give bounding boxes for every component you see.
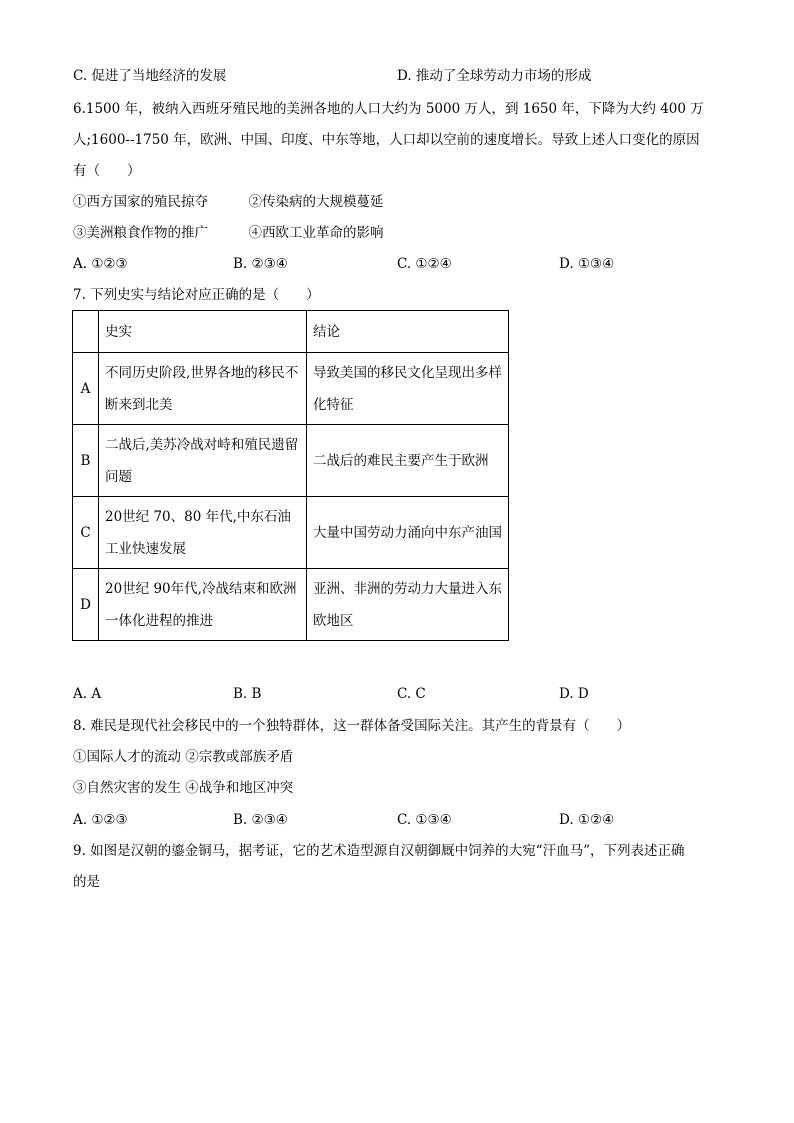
q6-items-line-2: ③美洲粮食作物的推广 ④西欧工业革命的影响: [73, 225, 384, 241]
q8-option-c: C. ①③④: [397, 812, 452, 828]
q7-row-fact-text: 20世纪 70、80 年代,中东石油工业快速发展: [105, 508, 291, 557]
q5-option-c: C. 促进了当地经济的发展: [73, 68, 227, 84]
q5-option-d: D. 推动了全球劳动力市场的形成: [397, 68, 592, 84]
q7-table-header-fact: 史实: [99, 311, 307, 353]
table-row: [73, 497, 509, 569]
q8-items-line-2: ③自然灾害的发生 ④战争和地区冲突: [73, 780, 294, 796]
q7-row-letter: D: [73, 569, 99, 641]
q7-row-conclusion-text: 二战后的难民主要产生于欧洲: [313, 452, 489, 469]
q8-option-d: D. ①②④: [559, 812, 615, 828]
q7-row-fact: [99, 353, 307, 425]
q6-option-a: A. ①②③: [73, 256, 128, 272]
q7-table-header-blank: [73, 311, 99, 353]
q7-row-fact: [99, 569, 307, 641]
q7-row-letter: C: [73, 497, 99, 569]
q7-row-letter: A: [73, 353, 99, 425]
q7-row-fact-text: 不同历史阶段,世界各地的移民不断来到北美: [105, 364, 299, 413]
q7-row-conclusion: [307, 497, 509, 569]
q6-option-c: C. ①②④: [397, 256, 452, 272]
q7-row-fact-text: 二战后,美苏冷战对峙和殖民遗留问题: [105, 436, 299, 485]
q7-row-conclusion-text: 导致美国的移民文化呈现出多样化特征: [313, 364, 502, 413]
table-row: [73, 353, 509, 425]
table-row: [73, 569, 509, 641]
q7-option-a: A. A: [73, 686, 102, 702]
q7-table-header-conclusion: 结论: [307, 311, 509, 353]
q7-row-conclusion-text: 大量中国劳动力涌向中东产油国: [313, 524, 502, 541]
q7-option-b: B. B: [233, 686, 262, 702]
q8-option-a: A. ①②③: [73, 812, 128, 828]
q7-row-fact: [99, 425, 307, 497]
q7-option-c: C. C: [397, 686, 426, 702]
q6-items-line-1: ①西方国家的殖民掠夺 ②传染病的大规模蔓延: [73, 194, 384, 210]
q7-row-fact-text: 20世纪 90年代,冷战结束和欧洲一体化进程的推进: [105, 580, 297, 629]
q9-stem-line-1: 9. 如图是汉朝的鎏金铜马，据考证，它的艺术造型源自汉朝御厩中饲养的大宛“汗血马”，下列表述正确: [73, 843, 685, 859]
q7-row-conclusion: [307, 353, 509, 425]
q6-stem-line-1: 6.1500 年，被纳入西班牙殖民地的美洲各地的人口大约为 5000 万人，到 1650 年，下降为大约 400 万: [73, 101, 704, 117]
q8-option-b: B. ②③④: [233, 812, 288, 828]
q9-stem-line-2: 的是: [73, 874, 100, 890]
q6-option-d: D. ①③④: [559, 256, 615, 272]
q7-table: [72, 310, 509, 641]
q6-stem-line-2: 人;1600--1750 年，欧洲、中国、印度、中东等地，人口却以空前的速度增长。导致上述人口变化的原因: [73, 132, 700, 148]
q7-row-fact: [99, 497, 307, 569]
q6-option-b: B. ②③④: [233, 256, 288, 272]
q7-stem: 7. 下列史实与结论对应正确的是（ ）: [73, 287, 320, 303]
q7-row-conclusion: [307, 425, 509, 497]
q7-table-header-row: [73, 311, 509, 353]
q6-stem-line-3: 有（ ）: [73, 163, 141, 179]
q8-items-line-1: ①国际人才的流动 ②宗教或部族矛盾: [73, 749, 294, 765]
q7-row-conclusion-text: 亚洲、非洲的劳动力大量进入东欧地区: [313, 580, 502, 629]
table-row: [73, 425, 509, 497]
q7-option-d: D. D: [559, 686, 589, 702]
q7-row-letter: B: [73, 425, 99, 497]
q8-stem: 8. 难民是现代社会移民中的一个独特群体，这一群体备受国际关注。其产生的背景有（ ）: [73, 718, 631, 734]
q7-row-conclusion: [307, 569, 509, 641]
